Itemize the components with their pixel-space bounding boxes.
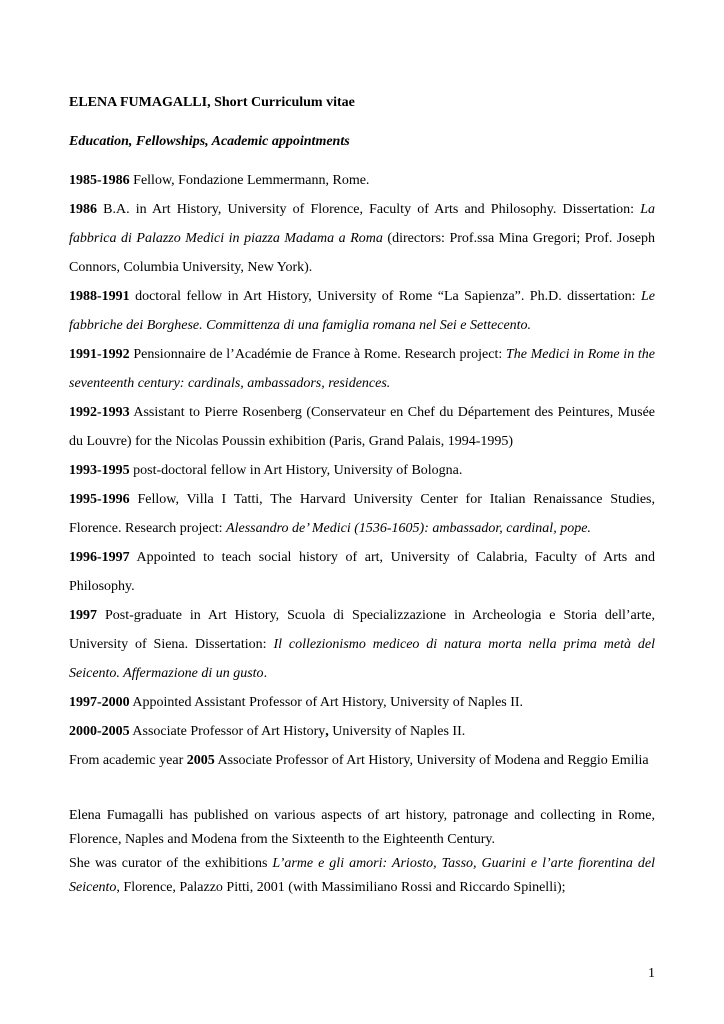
cv-entry (69, 166, 655, 195)
entry-year: 1986 (69, 202, 97, 217)
document-title: ELENA FUMAGALLI, Short Curriculum vitae (69, 95, 355, 110)
cv-entry (69, 195, 655, 282)
entry-year: 1995-1996 (69, 492, 130, 507)
entry-text: Post-graduate in Art History, Scuola di Specializzazione in Archeologia e Storia dell’arte, University of Siena. Dissertation: (69, 608, 655, 652)
entry-year: 1985-1986 (69, 173, 130, 188)
summary-paragraph: Elena Fumagalli has published on various aspects of art history, patronage and collecting in Rome, Florence, Naples and Modena from the Sixteenth to the Eighteenth Century. (69, 808, 655, 847)
entry-year: 1997-2000 (69, 695, 130, 710)
entry-text: Fellow, Villa I Tatti, The Harvard University Center for Italian Renaissance Studies, Florence. Research project: (69, 492, 655, 536)
entry-italic-title: Le fabbriche dei Borghese. Committenza di una famiglia romana nel Sei e Settecento. (69, 289, 655, 333)
entry-text: Fellow, Fondazione Lemmermann, Rome. (129, 173, 370, 188)
entry-text: Pensionnaire de l’Académie de France à Rome. Research project: (129, 347, 506, 362)
cv-entries (69, 166, 655, 775)
entry-text: Associate Professor of Art History (129, 724, 326, 739)
entry-text: Appointed to teach social history of art, University of Calabria, Faculty of Arts and Philosophy. (69, 550, 655, 594)
cv-entry (69, 717, 655, 746)
entry-year: 1992-1993 (69, 405, 130, 420)
entry-text: . (263, 666, 268, 681)
entry-year: 1997 (69, 608, 97, 623)
cv-entry (69, 282, 655, 340)
summary-text: She was curator of the exhibitions (69, 856, 273, 871)
entry-lead-text: From academic year (69, 753, 187, 768)
entry-italic-title: Il collezionismo mediceo di natura morta nella prima metà del Seicento. Affermazione di un gusto (69, 637, 656, 681)
summary-text: , Florence, Palazzo Pitti, 2001 (with Massimiliano Rossi and Riccardo Spinelli); (116, 880, 566, 895)
entry-bold-comma: , (325, 724, 329, 739)
cv-entry (69, 543, 655, 601)
cv-entry (69, 485, 655, 543)
cv-entry (69, 688, 655, 717)
entry-year: 2005 (186, 753, 215, 768)
entry-text: Appointed Assistant Professor of Art History, University of Naples II. (129, 695, 524, 710)
cv-entry (69, 398, 655, 456)
entry-text: (directors: Prof.ssa Mina Gregori; Prof. Joseph Connors, Columbia University, New York). (69, 231, 655, 275)
entry-text: B.A. in Art History, University of Florence, Faculty of Arts and Philosophy. Dissertation: (97, 202, 641, 217)
document-page (69, 93, 655, 900)
entry-text: University of Naples II. (328, 724, 466, 739)
entry-italic-title: Alessandro de’ Medici (1536-1605): ambassador, cardinal, pope. (226, 521, 591, 536)
entry-year: 1988-1991 (69, 289, 130, 304)
cv-entry (69, 340, 655, 398)
entry-year: 1991-1992 (69, 347, 130, 362)
entry-text: Assistant to Pierre Rosenberg (Conservateur en Chef du Département des Peintures, Musée du Louvre) for the Nicolas Poussin exhibition (Paris, Grand Palais, 1994-1995) (69, 405, 655, 449)
summary-paragraph (69, 852, 655, 900)
entry-year: 1993-1995 (69, 463, 130, 478)
entry-year: 2000-2005 (69, 724, 130, 739)
exhibition-title: L’arme e gli amori: Ariosto, Tasso, Guarini e l’arte fiorentina del Seicento (69, 856, 655, 895)
section-heading: Education, Fellowships, Academic appointments (69, 134, 350, 149)
publication-summary (69, 804, 655, 900)
entry-text: post-doctoral fellow in Art History, University of Bologna. (129, 463, 463, 478)
entry-italic-title: La fabbrica di Palazzo Medici in piazza Madama a Roma (69, 202, 655, 246)
cv-entry (69, 601, 655, 688)
page-number: 1 (648, 966, 655, 981)
entry-year: 1996-1997 (69, 550, 130, 565)
cv-entry (69, 746, 655, 775)
cv-entry (69, 456, 655, 485)
entry-text: Associate Professor of Art History, University of Modena and Reggio Emilia (214, 753, 649, 768)
entry-text: doctoral fellow in Art History, University of Rome “La Sapienza”. Ph.D. dissertation: (129, 289, 641, 304)
entry-italic-title: The Medici in Rome in the seventeenth century: cardinals, ambassadors, residences. (69, 347, 655, 391)
